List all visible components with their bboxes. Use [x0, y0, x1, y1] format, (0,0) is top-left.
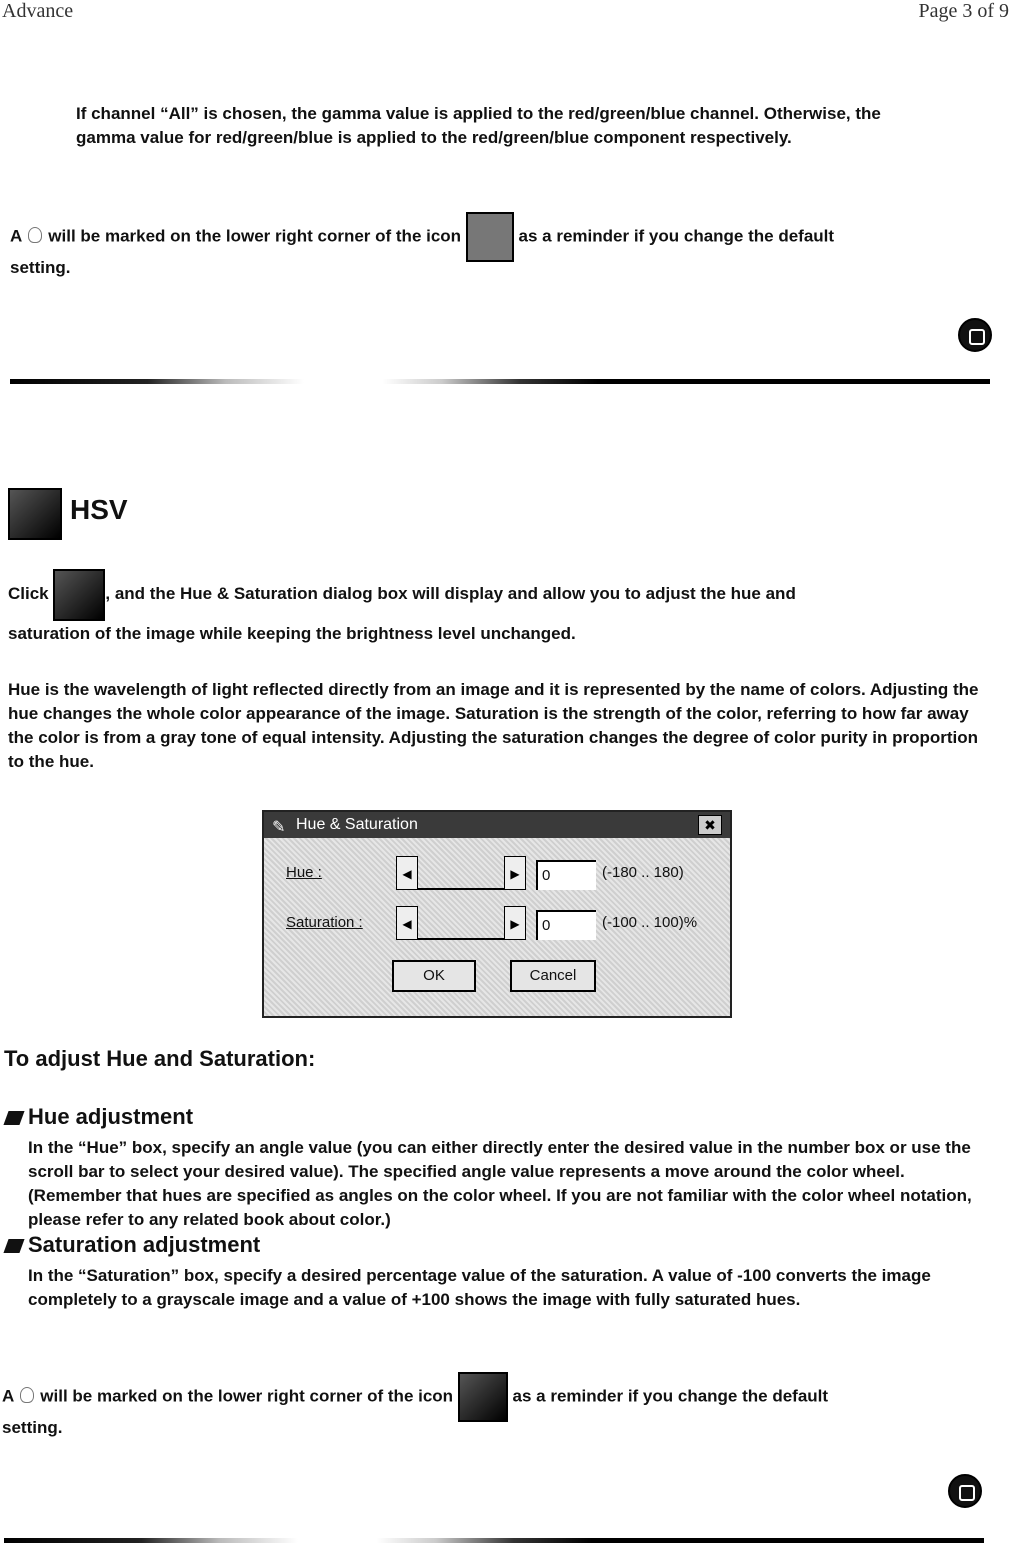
- gamma-note: If channel “All” is chosen, the gamma value is applied to the red/green/blue channel. Otherwise, the gamma value for red/green/blue is applied to the red/green/blue component respectively.: [76, 104, 881, 147]
- close-icon[interactable]: ✖: [698, 815, 722, 835]
- saturation-label: Saturation :: [286, 914, 363, 931]
- saturation-input[interactable]: 0: [536, 910, 596, 940]
- saturation-range: (-100 .. 100)%: [602, 914, 698, 931]
- hue-input[interactable]: 0: [536, 860, 596, 890]
- hue-saturation-dialog: [262, 810, 732, 1018]
- page-number: Page 3 of 9: [918, 0, 1009, 22]
- hsv-icon: [8, 488, 62, 540]
- saturation-adjustment-body: In the “Saturation” box, specify a desired percentage value of the saturation. A value of -100 converts the image completely to a grayscale image and a value of +100 shows the image with fully saturated hues.: [28, 1266, 931, 1309]
- hue-label: Hue :: [286, 864, 322, 881]
- home-icon[interactable]: [948, 1474, 982, 1508]
- click-paragraph: [8, 568, 1008, 621]
- cancel-button[interactable]: Cancel: [510, 960, 596, 992]
- hue-paragraph: Hue is the wavelength of light reflected directly from an image and it is represented by the name of colors. Adjusting the hue changes the whole color appearance of the image. Saturation is the strength of the color, referring to how far away the color is from a gray tone of equal intensity. Adjusting the saturation changes the degree of color purity in proportion to the hue.: [8, 680, 979, 771]
- dialog-title: Hue & Saturation: [296, 816, 418, 833]
- hue-scroll-left[interactable]: ◀: [396, 856, 418, 890]
- hue-adjustment-title: Hue adjustment: [28, 1104, 194, 1129]
- click-pre: Click: [8, 584, 49, 603]
- reminder-1-line2: setting.: [10, 258, 71, 277]
- saturation-scroll-track[interactable]: [418, 906, 504, 940]
- reminder-1: [10, 212, 1010, 262]
- click-line2: saturation of the image while keeping the brightness level unchanged.: [8, 624, 576, 643]
- hue-scroll-right[interactable]: ▶: [504, 856, 526, 890]
- hue-adjustment-heading: [6, 1104, 193, 1130]
- hsv-button-icon[interactable]: [53, 569, 105, 621]
- reminder-2-post: as a reminder if you change the default: [512, 1386, 829, 1406]
- bulb-icon: [20, 1387, 34, 1403]
- header-title: Advance: [2, 0, 74, 22]
- divider-rule: [4, 1538, 984, 1543]
- bulb-icon: [28, 227, 42, 243]
- saturation-scroll-left[interactable]: ◀: [396, 906, 418, 940]
- dialog-app-icon: ✎: [272, 819, 286, 836]
- reminder-1-mid: will be marked on the lower right corner of the icon: [48, 226, 462, 246]
- reminder-2-pre: A: [2, 1386, 15, 1406]
- hue-scroll-track[interactable]: [418, 856, 504, 890]
- click-post: , and the Hue & Saturation dialog box will display and allow you to adjust the hue and: [105, 584, 796, 603]
- saturation-scroll-right[interactable]: ▶: [504, 906, 526, 940]
- ok-button[interactable]: OK: [392, 960, 476, 992]
- gamma-curve-icon: [466, 212, 514, 262]
- saturation-adjustment-title: Saturation adjustment: [28, 1232, 261, 1257]
- hue-adjustment-body: In the “Hue” box, specify an angle value (you can either directly enter the desired value in the number box or use the scroll bar to select your desired value). The specified angle value represents a move around the color wheel. (Remember that hues are specified as angles on the color wheel. If you are not familiar with the color wheel notation, please refer to any related book about color.): [28, 1138, 972, 1229]
- saturation-adjustment-heading: [6, 1232, 260, 1258]
- hsv-reminder-icon: [458, 1372, 508, 1422]
- reminder-2: [2, 1372, 1002, 1422]
- reminder-1-post: as a reminder if you change the default: [518, 226, 835, 246]
- reminder-1-pre: A: [10, 226, 23, 246]
- bullet-icon: [3, 1239, 24, 1253]
- reminder-2-mid: will be marked on the lower right corner of the icon: [40, 1386, 454, 1406]
- home-icon[interactable]: [958, 318, 992, 352]
- section-title: HSV: [70, 494, 128, 525]
- adjust-heading: To adjust Hue and Saturation:: [4, 1046, 316, 1071]
- bullet-icon: [3, 1111, 24, 1125]
- hue-range: (-180 .. 180): [602, 864, 684, 881]
- reminder-2-line2: setting.: [2, 1418, 63, 1437]
- divider-rule: [10, 379, 990, 384]
- dialog-titlebar: [264, 812, 730, 838]
